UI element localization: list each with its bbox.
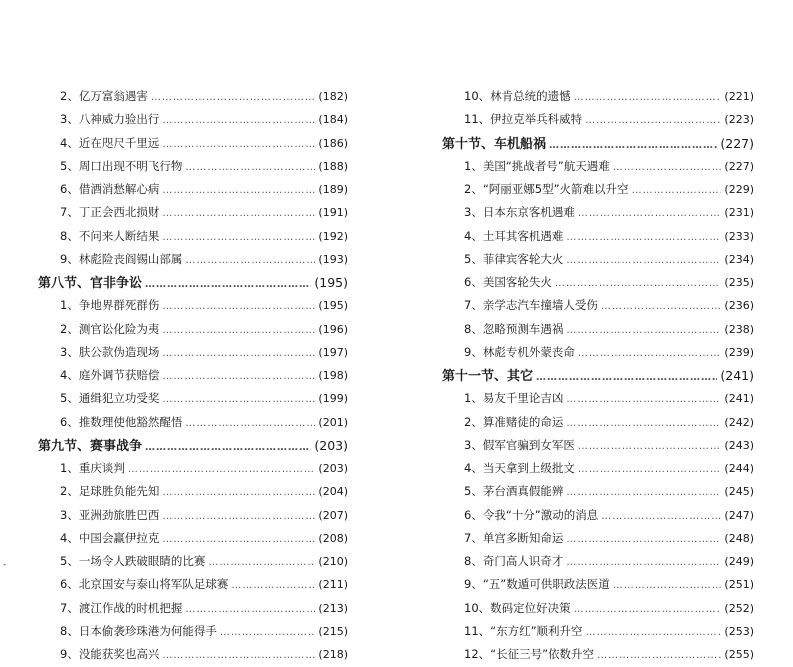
dot-leader [601,505,721,528]
toc-entry [38,155,348,178]
dot-leader [601,295,722,318]
toc-page-number: (203) [314,437,348,453]
dot-leader [566,319,721,342]
dot-leader [566,249,721,272]
toc-title: 5、周口出现不明飞行物 [60,158,183,173]
dot-leader [566,481,721,504]
toc-page-number: (235) [724,276,754,289]
toc-entry [38,597,348,620]
toc-page-number: (241) [724,392,754,406]
dot-leader [145,273,311,296]
dot-leader [185,249,315,272]
toc-entry [38,457,348,480]
toc-title: 3、日本东京客机遇难 [464,205,575,220]
toc-section-heading [442,364,754,387]
toc-page-number: (241) [720,368,754,383]
toc-entry [38,480,348,503]
dot-leader [208,551,315,574]
toc-page-number: (189) [318,183,348,196]
toc-page-number: (203) [318,462,348,475]
toc-title: 第八节、官非争讼 [38,276,143,291]
toc-entry [38,643,348,666]
toc-page-number: (218) [318,648,348,661]
dot-leader [220,621,316,644]
toc-page-number: (213) [318,601,348,615]
dot-leader [613,574,722,597]
toc-title: 9、林彪专机外蒙丧命 [464,344,575,359]
toc-page-number: (196) [318,322,348,336]
toc-title: 2、算准赌徒的命运 [464,414,564,429]
toc-page-number: (210) [318,555,348,568]
toc-page-number: (191) [318,206,348,220]
toc-entry [38,225,348,248]
toc-page-number: (252) [724,601,754,615]
toc-page-number: (188) [318,159,348,173]
toc-entry [442,85,754,108]
toc-entry [442,201,754,224]
dot-leader [566,412,721,435]
toc-page-number: (215) [318,624,348,638]
dot-leader [185,156,315,179]
toc-title: 2、亿万富翁遇害 [60,89,148,103]
toc-entry [442,597,754,620]
toc-entry [442,155,754,178]
toc-page-number: (236) [724,299,754,313]
toc-title: 4、近在咫尺千里远 [60,135,160,150]
dot-leader [162,342,315,365]
toc-title: 6、推数理使他豁然醒悟 [60,414,183,429]
dot-leader [585,109,721,132]
toc-entry [442,643,754,666]
toc-entry [442,248,754,271]
toc-title: 第十节、车机船祸 [442,136,547,152]
dot-leader [536,366,717,389]
toc-entry [38,85,348,108]
toc-entry [38,294,348,317]
toc-page-number: (233) [724,229,754,243]
toc-page-number: (208) [318,531,348,545]
toc-title: 6、北京国安与泰山将军队足球赛 [60,577,229,592]
toc-entry [38,318,348,341]
toc-page-number: (227) [724,159,754,173]
dot-leader [566,388,721,411]
toc-title: 3、假军官骗到女军医 [464,437,575,452]
toc-title: 5、一场令人跌破眼睛的比赛 [60,554,206,568]
dot-leader [151,86,316,109]
toc-title: 4、当天拿到上级批文 [464,461,575,475]
toc-page-number: (207) [318,508,348,522]
toc-entry [442,271,754,294]
toc-page-number: (255) [724,648,754,661]
dot-leader [162,319,315,342]
toc-page-number: (201) [318,415,348,429]
toc-entry [38,527,348,550]
toc-page-number: (184) [318,113,348,127]
toc-page-number: (242) [724,415,754,429]
toc-entry [442,573,754,596]
toc-title: 1、美国“挑战者号”航天遇难 [464,158,610,173]
toc-title: 6、美国客轮失火 [464,275,552,289]
toc-page-number: (249) [724,555,754,568]
dot-leader [574,598,722,621]
toc-page-number: (229) [724,183,754,196]
toc-page-number: (195) [314,275,348,290]
toc-title: 第十一节、其它 [442,369,534,384]
toc-title: 11、伊拉克举兵科威特 [464,112,583,127]
toc-page-number: (195) [318,299,348,313]
toc-title: 1、易友千里论吉凶 [464,391,564,406]
toc-entry [38,573,348,596]
toc-page-number: (227) [720,135,754,151]
toc-title: 12、“长征三号”依数升空 [464,647,595,661]
toc-entry [442,457,754,480]
toc-title: 7、单宫多断知命运 [464,530,564,545]
toc-entry [38,550,348,573]
dot-leader [566,226,721,249]
toc-page-number: (245) [724,485,754,499]
toc-right-column [442,85,754,666]
toc-entry [442,225,754,248]
dot-leader [145,436,311,459]
dot-leader [162,365,315,388]
toc-page-number: (223) [724,113,754,127]
dot-leader [555,272,722,295]
toc-page-number: (244) [724,462,754,475]
toc-entry [38,201,348,224]
toc-title: 7、亲学志汽车撞墙人受伤 [464,298,598,313]
toc-title: 10、数码定位好决策 [464,600,571,615]
toc-title: 8、奇门高人识奇才 [464,554,564,568]
dot-leader [162,179,315,202]
toc-entry [38,132,348,155]
dot-leader [162,202,315,225]
dot-leader [185,598,315,621]
toc-entry [442,480,754,503]
toc-page-number: (198) [318,369,348,382]
toc-page-number: (204) [318,485,348,499]
toc-title: 7、丁正会西北损财 [60,205,160,220]
toc-page-number: (251) [724,578,754,592]
toc-entry [442,434,754,457]
dot-leader [578,458,722,481]
toc-title: 5、茅台酒真假能辨 [464,484,564,499]
toc-title: 4、土耳其客机遇难 [464,228,564,243]
toc-page-number: (247) [724,508,754,522]
dot-leader [597,644,721,667]
toc-entry [38,341,348,364]
dot-leader [549,134,717,157]
toc-title: 5、通缉犯立功受奖 [60,391,160,406]
toc-title: 5、菲律宾客轮大火 [464,251,564,266]
dot-leader [162,109,315,132]
dot-leader [586,621,722,644]
toc-entry [38,620,348,643]
toc-entry [442,108,754,131]
toc-page-number: (234) [724,252,754,266]
dot-leader [185,412,315,435]
toc-page-number: (221) [724,90,754,103]
toc-entry [38,504,348,527]
toc-title: 8、日本偷袭珍珠港为何能得手 [60,623,217,638]
toc-entry [38,248,348,271]
toc-page-number: (253) [724,624,754,638]
toc-title: 1、重庆谈判 [60,461,125,475]
dot-leader [574,86,722,109]
dot-leader [578,435,722,458]
toc-title: 3、肤公款伪造现场 [60,344,160,359]
toc-title: 8、忽略预测车遇祸 [464,321,564,336]
toc-entry [442,504,754,527]
toc-entry [442,387,754,410]
toc-page-number: (193) [318,252,348,266]
toc-title: 9、“五”数遁可供职政法医道 [464,577,610,592]
toc-page-number: (211) [318,578,348,592]
dot-leader [578,342,722,365]
toc-entry [38,411,348,434]
toc-title: 3、亚洲劲旅胜巴西 [60,507,160,522]
toc-section-heading [38,271,348,294]
dot-leader [162,388,315,411]
toc-title: 4、庭外调节获赔偿 [60,368,160,382]
dot-leader [566,528,721,551]
toc-entry [442,178,754,201]
toc-page-number: (248) [724,531,754,545]
toc-entry [38,178,348,201]
toc-entry [442,318,754,341]
toc-title: 2、足球胜负能先知 [60,484,160,499]
toc-section-heading [442,132,754,155]
dot-leader [632,179,722,202]
toc-left-column [38,85,348,666]
toc-title: 2、测官讼化险为夷 [60,321,160,336]
toc-title: 11、“东方红”顺利升空 [464,623,583,638]
dot-leader [231,574,315,597]
dot-leader [162,528,315,551]
dot-leader [613,156,722,179]
toc-title: 3、八神威力验出行 [60,112,160,127]
toc-page-number: (197) [318,345,348,359]
toc-entry [442,411,754,434]
toc-title: 4、中国会赢伊拉克 [60,530,160,545]
toc-title: 6、令我“十分”激动的消息 [464,507,599,522]
toc-entry [442,527,754,550]
dot-leader [162,133,315,156]
toc-page-number: (239) [724,345,754,359]
toc-entry [442,550,754,573]
toc-title: 2、“阿丽亚娜5型”火箭难以升空 [464,182,629,196]
toc-section-heading [38,434,348,457]
toc-entry [442,341,754,364]
toc-title: 9、林彪险丧阎锡山部属 [60,251,183,266]
toc-entry [442,294,754,317]
dot-leader [578,202,722,225]
toc-entry [38,108,348,131]
dot-leader [162,644,315,667]
toc-title: 6、借酒消愁解心病 [60,182,160,196]
toc-title: 第九节、赛事战争 [38,438,143,454]
dot-leader [128,458,316,481]
toc-entry [442,620,754,643]
dot-leader [162,481,315,504]
toc-title: 8、不问来人断结果 [60,228,160,243]
toc-title: 10、林肯总统的遗憾 [464,89,571,103]
margin-mark: - [3,560,7,570]
toc-page-number: (199) [318,392,348,406]
toc-entry [38,387,348,410]
toc-entry [38,364,348,387]
dot-leader [162,295,315,318]
dot-leader [162,226,315,249]
toc-page-number: (182) [318,90,348,103]
toc-page-number: (238) [724,322,754,336]
toc-page-number: (231) [724,206,754,220]
toc-title: 9、没能获奖也高兴 [60,647,160,661]
toc-page-number: (243) [724,438,754,452]
toc-title: 7、渡江作战的时机把握 [60,600,183,615]
dot-leader [566,551,721,574]
toc-page-number: (186) [318,136,348,150]
dot-leader [162,505,315,528]
toc-title: 1、争地界群死群伤 [60,298,160,313]
toc-page-number: (192) [318,229,348,243]
